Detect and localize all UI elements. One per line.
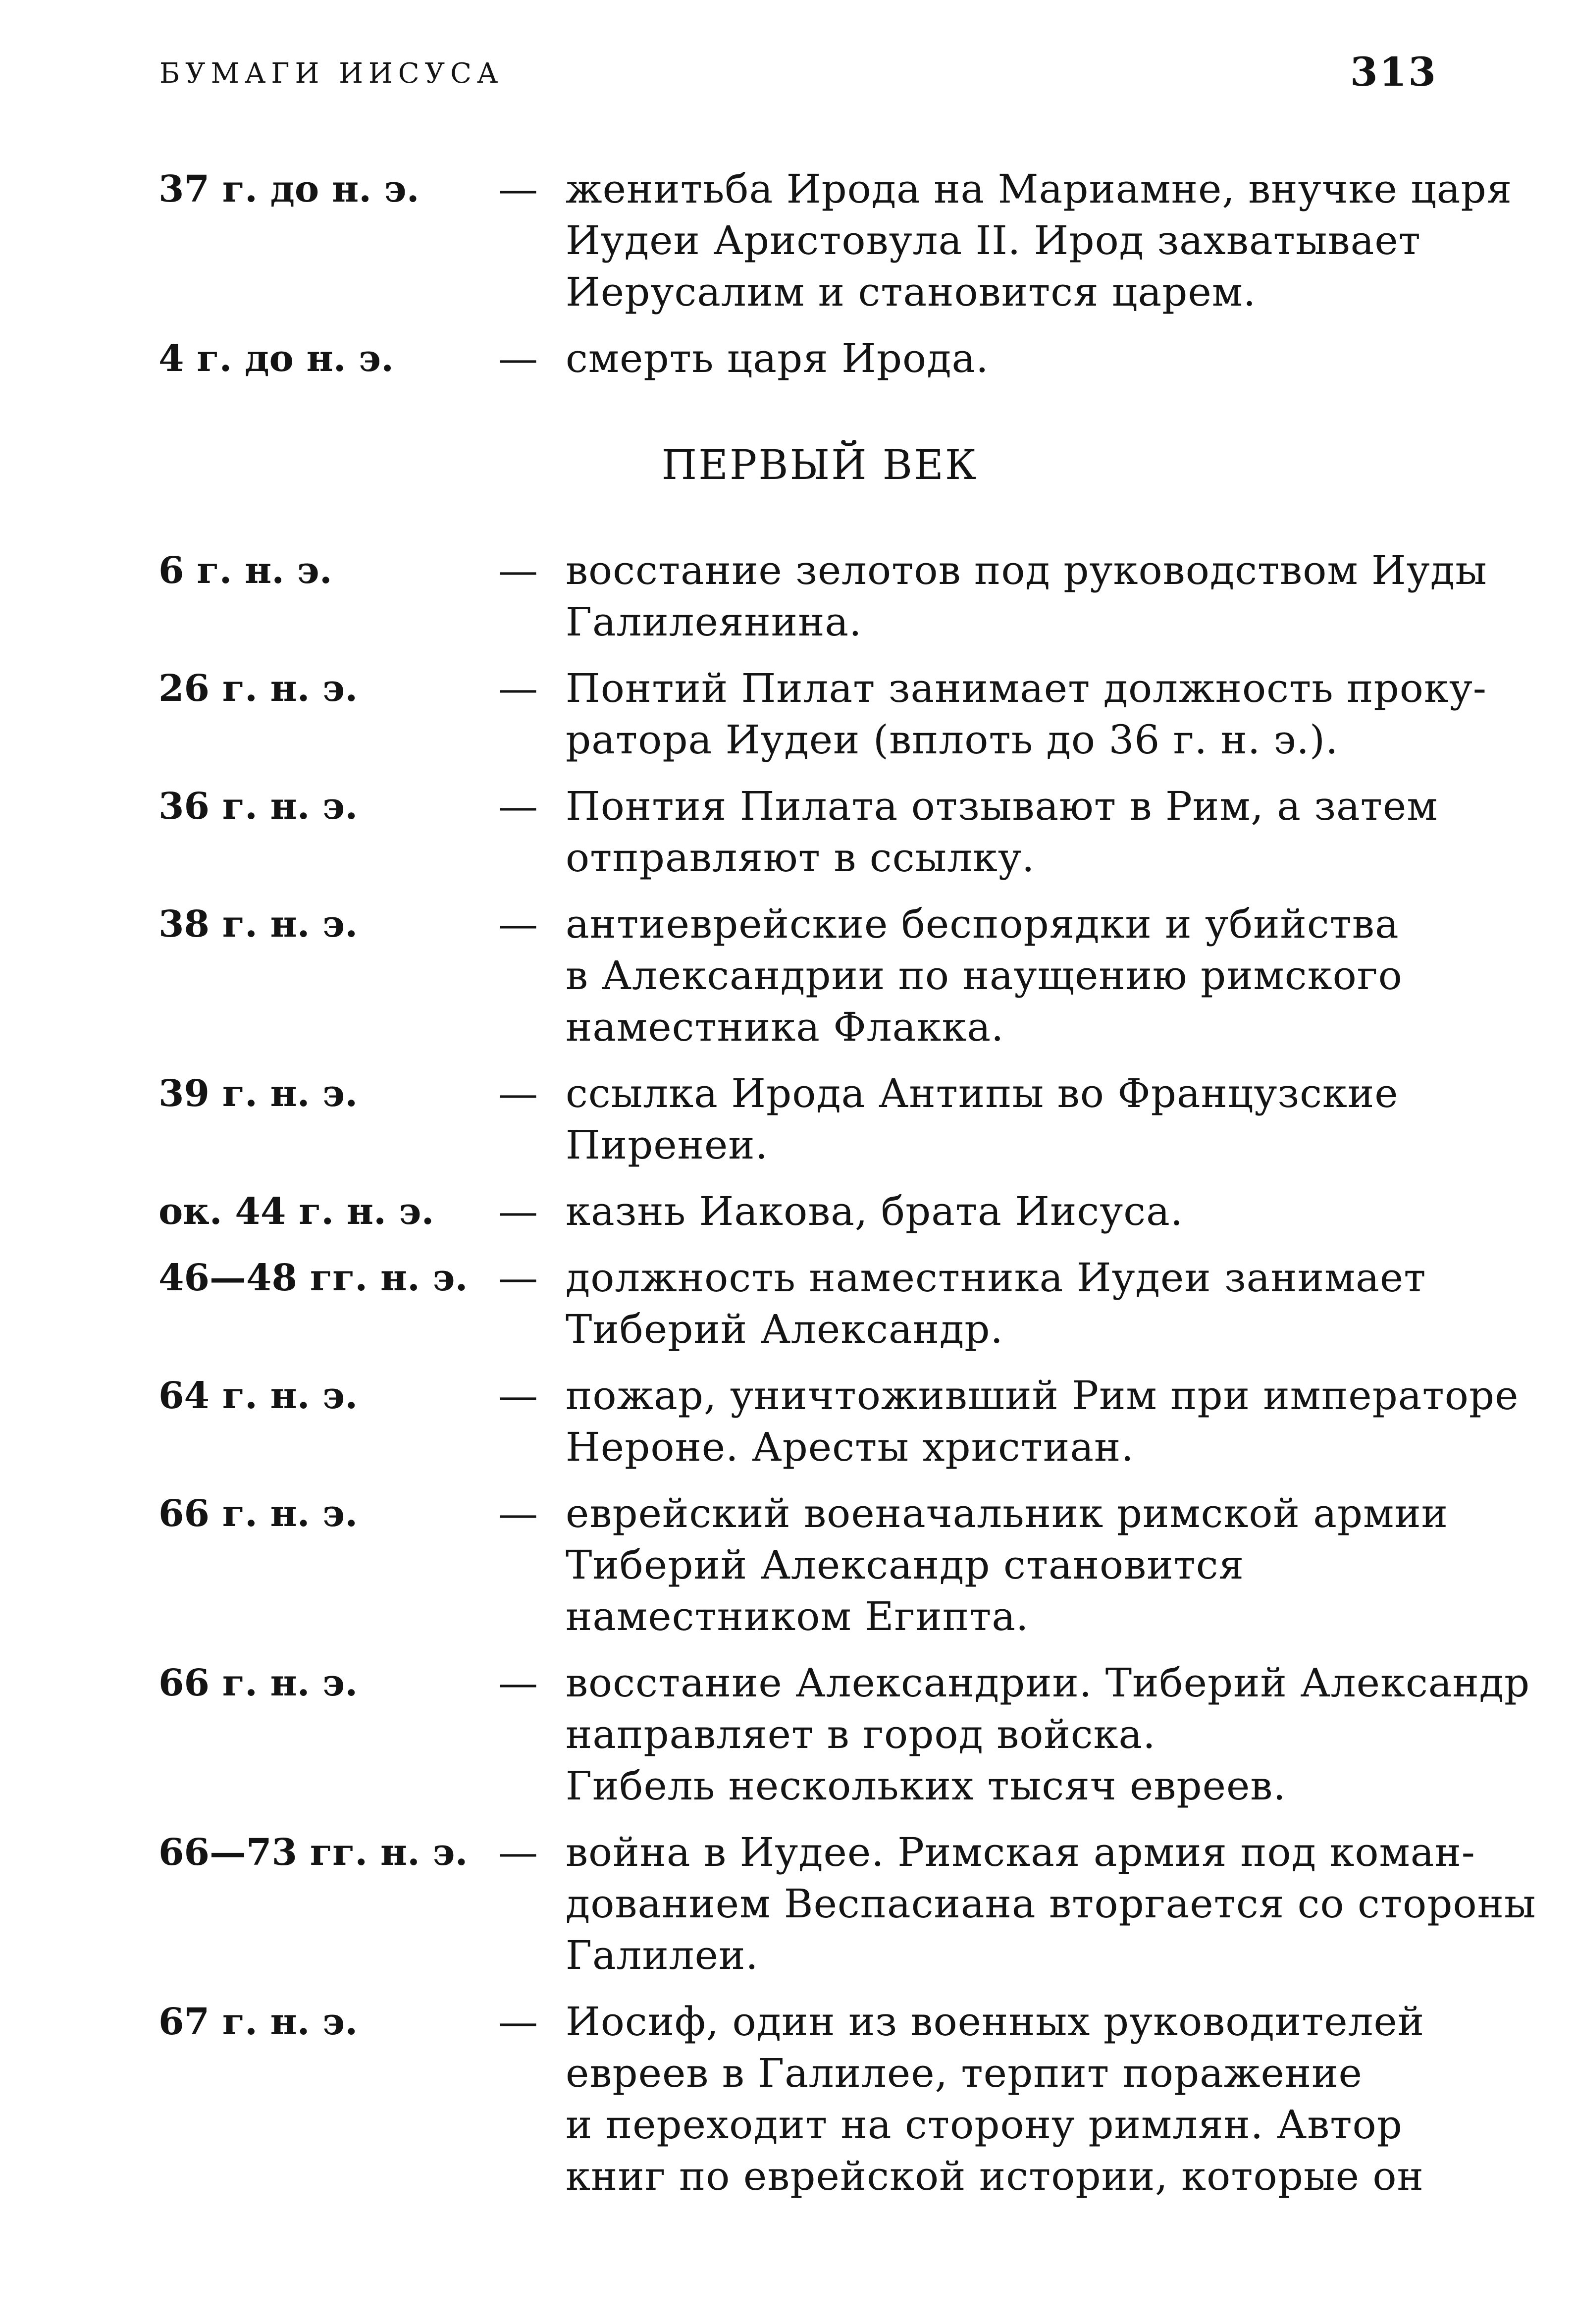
entry-date: 66 г. н. э. [158, 1662, 358, 1704]
entry-date: 39 г. н. э. [158, 1072, 358, 1115]
entry-line: наместником Египта. [566, 1593, 1029, 1639]
chronology-entry [0, 1827, 1575, 1981]
chronology-entry [0, 545, 1575, 648]
entry-line: Гибель нескольких тысяч евреев. [566, 1763, 1286, 1809]
entry-line: Галилеи. [566, 1932, 759, 1978]
entry-dash: — [498, 1999, 538, 2045]
entry-description [566, 1068, 1487, 1171]
chronology-list-first-century [0, 545, 1575, 2217]
entry-description [566, 333, 1487, 384]
entry-dash: — [498, 665, 538, 711]
chronology-entry [0, 333, 1575, 384]
entry-line: должность наместника Иудеи занимает [566, 1255, 1426, 1301]
chronology-entry [0, 663, 1575, 766]
entry-description [566, 898, 1487, 1053]
entry-date: 4 г. до н. э. [158, 337, 394, 380]
entry-line: Тиберий Александр становится [566, 1542, 1245, 1588]
entry-description [566, 1996, 1487, 2202]
chronology-entry [0, 1996, 1575, 2202]
entry-line: отправляют в ссылку. [566, 835, 1035, 881]
entry-line: пожар, уничтоживший Рим при императоре [566, 1373, 1519, 1419]
chronology-entry [0, 163, 1575, 318]
entry-date: 26 г. н. э. [158, 667, 358, 710]
chronology-entry [0, 898, 1575, 1053]
entry-line: ратора Иудеи (вплоть до 36 г. н. э.). [566, 717, 1339, 763]
entry-line: Иосиф, один из военных руководителей [566, 1999, 1425, 2045]
chronology-entry [0, 1068, 1575, 1171]
chronology-entry [0, 1186, 1575, 1237]
entry-line: казнь Иакова, брата Иисуса. [566, 1188, 1184, 1234]
entry-dash: — [498, 783, 538, 829]
entry-dash: — [498, 547, 538, 593]
entry-line: смерть царя Ирода. [566, 335, 989, 381]
entry-description [566, 1370, 1519, 1473]
entry-line: ссылка Ирода Антипы во Французские [566, 1070, 1399, 1116]
entry-line: война в Иудее. Римская армия под коман- [566, 1829, 1475, 1875]
entry-line: направляет в город войска. [566, 1711, 1156, 1757]
entry-line: в Александрии по наущению римского [566, 952, 1403, 999]
entry-description [566, 1252, 1487, 1355]
entry-line: Иудеи Аристовула II. Ирод захватывает [566, 217, 1421, 264]
entry-line: Иерусалим и становится царем. [566, 269, 1257, 315]
entry-line: и переходит на сторону римлян. Автор [566, 2102, 1403, 2148]
entry-line: женитьба Ирода на Мариамне, внучке царя [566, 166, 1513, 212]
entry-date: 36 г. н. э. [158, 785, 358, 828]
section-heading: ПЕРВЫЙ ВЕК [661, 442, 978, 489]
chronology-list-bc [0, 163, 1575, 399]
entry-dash: — [498, 1660, 538, 1706]
entry-description [566, 545, 1487, 648]
entry-line: Понтия Пилата отзывают в Рим, а затем [566, 783, 1438, 829]
entry-line: восстание Александрии. Тиберий Александр [566, 1660, 1530, 1706]
entry-dash: — [498, 901, 538, 947]
entry-line: Тиберий Александр. [566, 1306, 1003, 1352]
entry-line: Галилеянина. [566, 599, 862, 645]
entry-description [566, 1657, 1530, 1812]
entry-date: 66—73 гг. н. э. [158, 1831, 468, 1874]
entry-line: восстание зелотов под руководством Иуды [566, 547, 1487, 593]
entry-description [566, 781, 1487, 884]
entry-dash: — [498, 335, 538, 381]
entry-description [566, 163, 1513, 318]
entry-line: Пиренеи. [566, 1122, 769, 1168]
chronology-entry [0, 1657, 1575, 1812]
entry-date: 6 г. н. э. [158, 549, 332, 592]
entry-description [566, 1186, 1487, 1237]
entry-date: ок. 44 г. н. э. [158, 1190, 434, 1233]
entry-description [566, 663, 1487, 766]
entry-date: 46—48 гг. н. э. [158, 1257, 468, 1299]
entry-line: евреев в Галилее, терпит поражение [566, 2050, 1363, 2096]
chronology-entry [0, 1488, 1575, 1642]
entry-date: 37 г. до н. э. [158, 168, 420, 211]
entry-dash: — [498, 1373, 538, 1419]
chronology-entry [0, 1370, 1575, 1473]
entry-line: Понтий Пилат занимает должность проку- [566, 665, 1487, 711]
entry-line: антиеврейские беспорядки и убийства [566, 901, 1399, 947]
chronology-entry [0, 1252, 1575, 1355]
entry-line: еврейский военачальник римской армии [566, 1490, 1448, 1536]
entry-description [566, 1488, 1487, 1642]
entry-dash: — [498, 1188, 538, 1234]
entry-description [566, 1827, 1536, 1981]
entry-line: наместника Флакка. [566, 1004, 1004, 1050]
entry-line: Нероне. Аресты христиан. [566, 1424, 1134, 1470]
entry-date: 67 г. н. э. [158, 2001, 358, 2043]
entry-date: 38 г. н. э. [158, 903, 358, 946]
entry-dash: — [498, 1490, 538, 1536]
running-head: БУМАГИ ИИСУСА [159, 57, 504, 90]
entry-date: 66 г. н. э. [158, 1492, 358, 1535]
entry-dash: — [498, 1070, 538, 1116]
entry-line: дованием Веспасиана вторгается со стороны [566, 1881, 1536, 1927]
entry-line: книг по еврейской истории, которые он [566, 2153, 1424, 2199]
entry-date: 64 г. н. э. [158, 1374, 358, 1417]
chronology-entry [0, 781, 1575, 884]
entry-dash: — [498, 166, 538, 212]
page-number: 313 [1350, 49, 1437, 95]
entry-dash: — [498, 1255, 538, 1301]
entry-dash: — [498, 1829, 538, 1875]
